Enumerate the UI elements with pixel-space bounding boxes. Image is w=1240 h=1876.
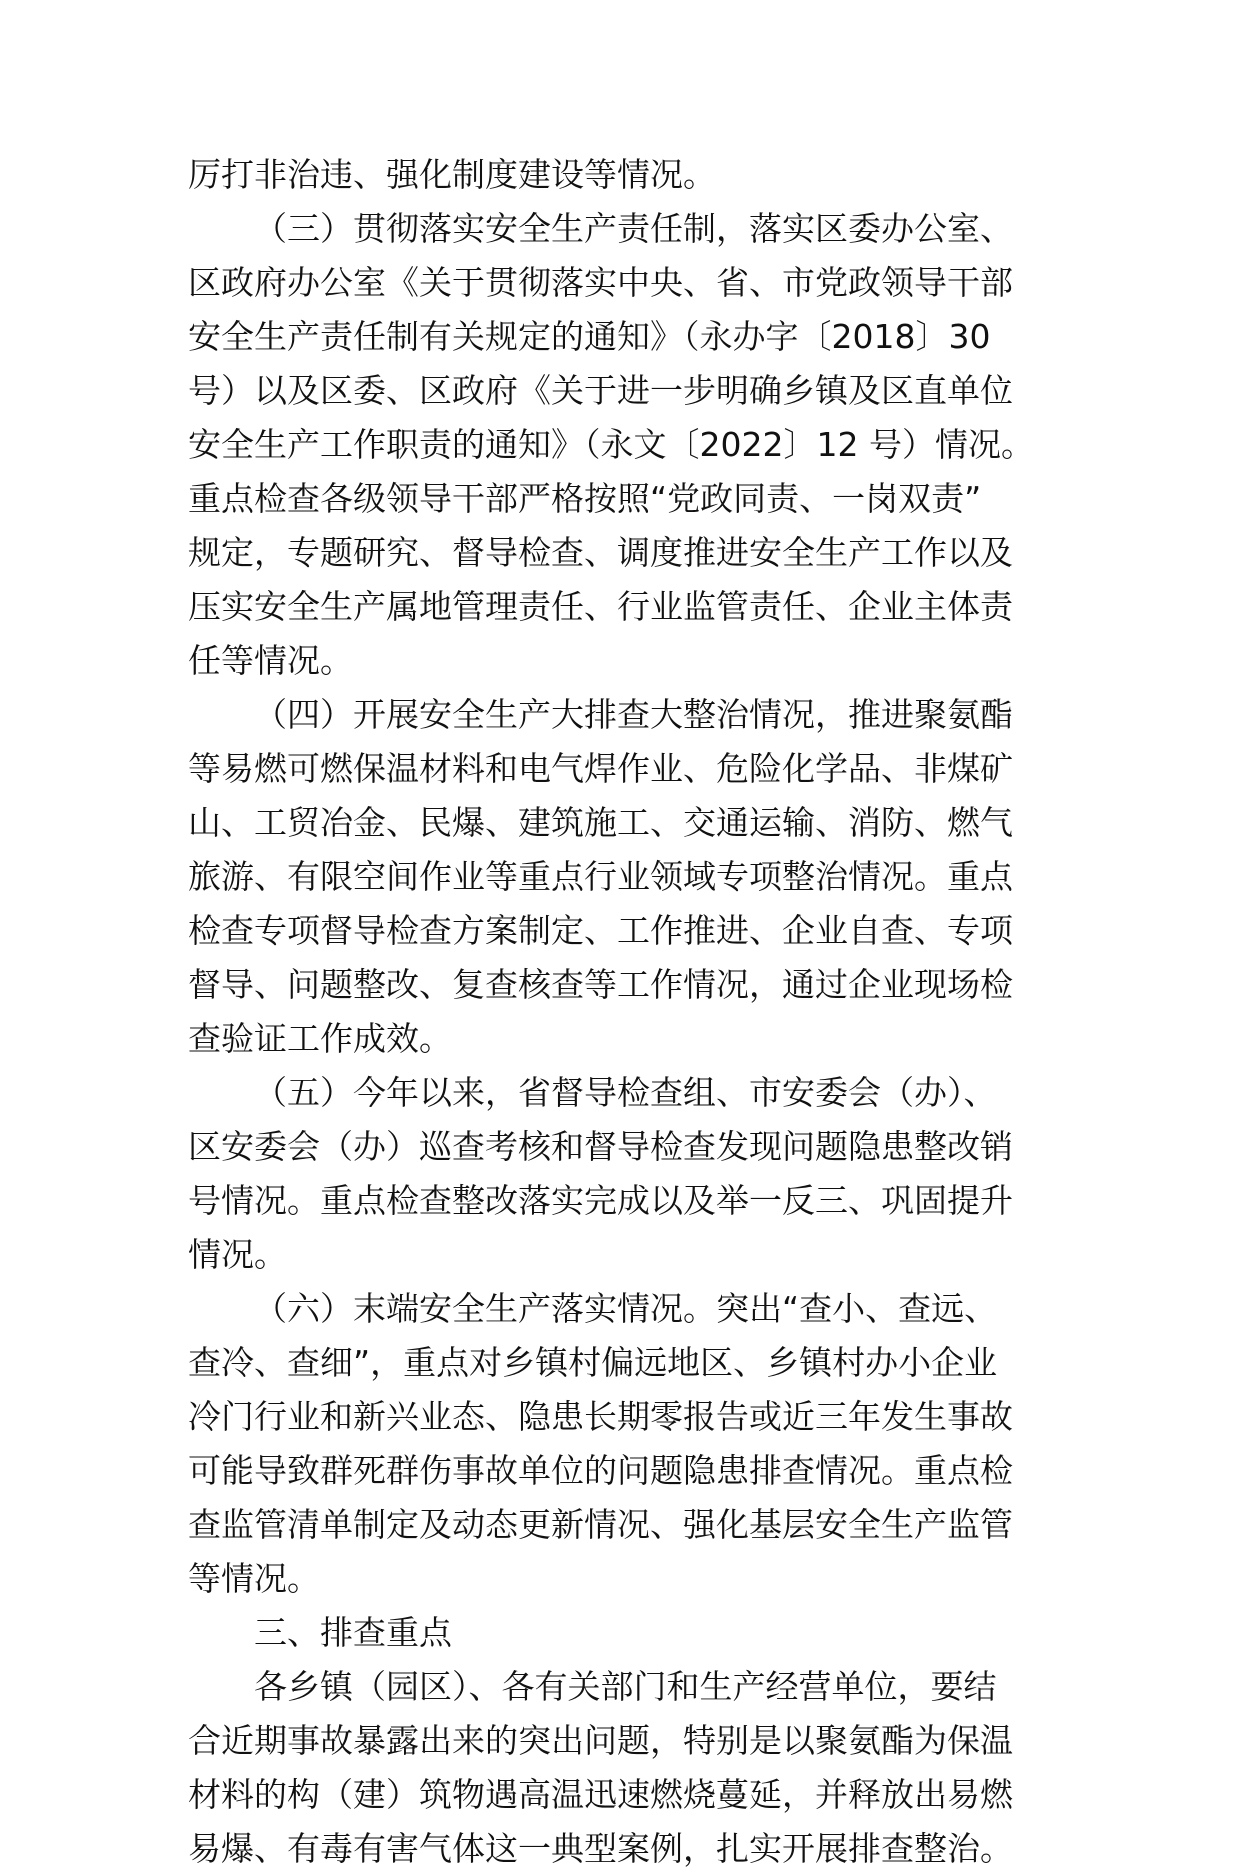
- document-text-line: 情况。: [188, 1235, 287, 1274]
- document-text-line: 压实安全生产属地管理责任、行业监管责任、企业主体责: [188, 587, 1013, 626]
- document-text-line: （六）末端安全生产落实情况。突出“查小、查远、: [254, 1289, 998, 1328]
- document-text-line: （四）开展安全生产大排查大整治情况，推进聚氨酯: [254, 695, 1013, 734]
- document-text-line: （五）今年以来，省督导检查组、市安委会（办）、: [254, 1073, 997, 1112]
- document-text-line: 山、工贸冶金、民爆、建筑施工、交通运输、消防、燃气: [188, 803, 1013, 842]
- document-text-line: 等易燃可燃保温材料和电气焊作业、危险化学品、非煤矿: [188, 749, 1013, 788]
- document-text-line: 规定，专题研究、督导检查、调度推进安全生产工作以及: [188, 533, 1013, 572]
- document-text-line: 各乡镇（园区）、各有关部门和生产经营单位，要结: [254, 1667, 997, 1706]
- document-text-line: 督导、问题整改、复查核查等工作情况，通过企业现场检: [188, 965, 1013, 1004]
- document-text-line: 任等情况。: [188, 641, 353, 680]
- document-text-line: 查监管清单制定及动态更新情况、强化基层安全生产监管: [188, 1505, 1013, 1544]
- document-text-line: 三、排查重点: [254, 1613, 452, 1652]
- document-text-line: 区安委会（办）巡查考核和督导检查发现问题隐患整改销: [188, 1127, 1013, 1166]
- document-text-line: 重点检查各级领导干部严格按照“党政同责、一岗双责”: [188, 479, 982, 518]
- document-text-line: 安全生产责任制有关规定的通知》（永办字〔2018〕30: [188, 317, 991, 356]
- document-text-line: 冷门行业和新兴业态、隐患长期零报告或近三年发生事故: [188, 1397, 1013, 1436]
- document-text-line: 查冷、查细”，重点对乡镇村偏远地区、乡镇村办小企业: [188, 1343, 998, 1382]
- document-text-line: 等情况。: [188, 1559, 320, 1598]
- document-text-line: 检查专项督导检查方案制定、工作推进、企业自查、专项: [188, 911, 1013, 950]
- document-body: [188, 148, 1068, 1876]
- document-text-line: 区政府办公室《关于贯彻落实中央、省、市党政领导干部: [188, 263, 1013, 302]
- document-text-line: 查验证工作成效。: [188, 1019, 452, 1058]
- document-text-line: 旅游、有限空间作业等重点行业领域专项整治情况。重点: [188, 857, 1013, 896]
- document-text-line: （三）贯彻落实安全生产责任制，落实区委办公室、: [254, 209, 1013, 248]
- document-text-line: 号）以及区委、区政府《关于进一步明确乡镇及区直单位: [188, 371, 1013, 410]
- document-text-line: 易爆、有毒有害气体这一典型案例，扎实开展排查整治。: [188, 1829, 1013, 1868]
- document-text-line: 合近期事故暴露出来的突出问题，特别是以聚氨酯为保温: [188, 1721, 1013, 1760]
- document-text-line: 可能导致群死群伤事故单位的问题隐患排查情况。重点检: [188, 1451, 1013, 1490]
- document-text-line: 材料的构（建）筑物遇高温迅速燃烧蔓延，并释放出易燃: [188, 1775, 1013, 1814]
- document-text-line: 厉打非治违、强化制度建设等情况。: [188, 155, 716, 194]
- document-text-line: 安全生产工作职责的通知》（永文〔2022〕12 号）情况。: [188, 425, 1034, 464]
- document-text-line: 号情况。重点检查整改落实完成以及举一反三、巩固提升: [188, 1181, 1013, 1220]
